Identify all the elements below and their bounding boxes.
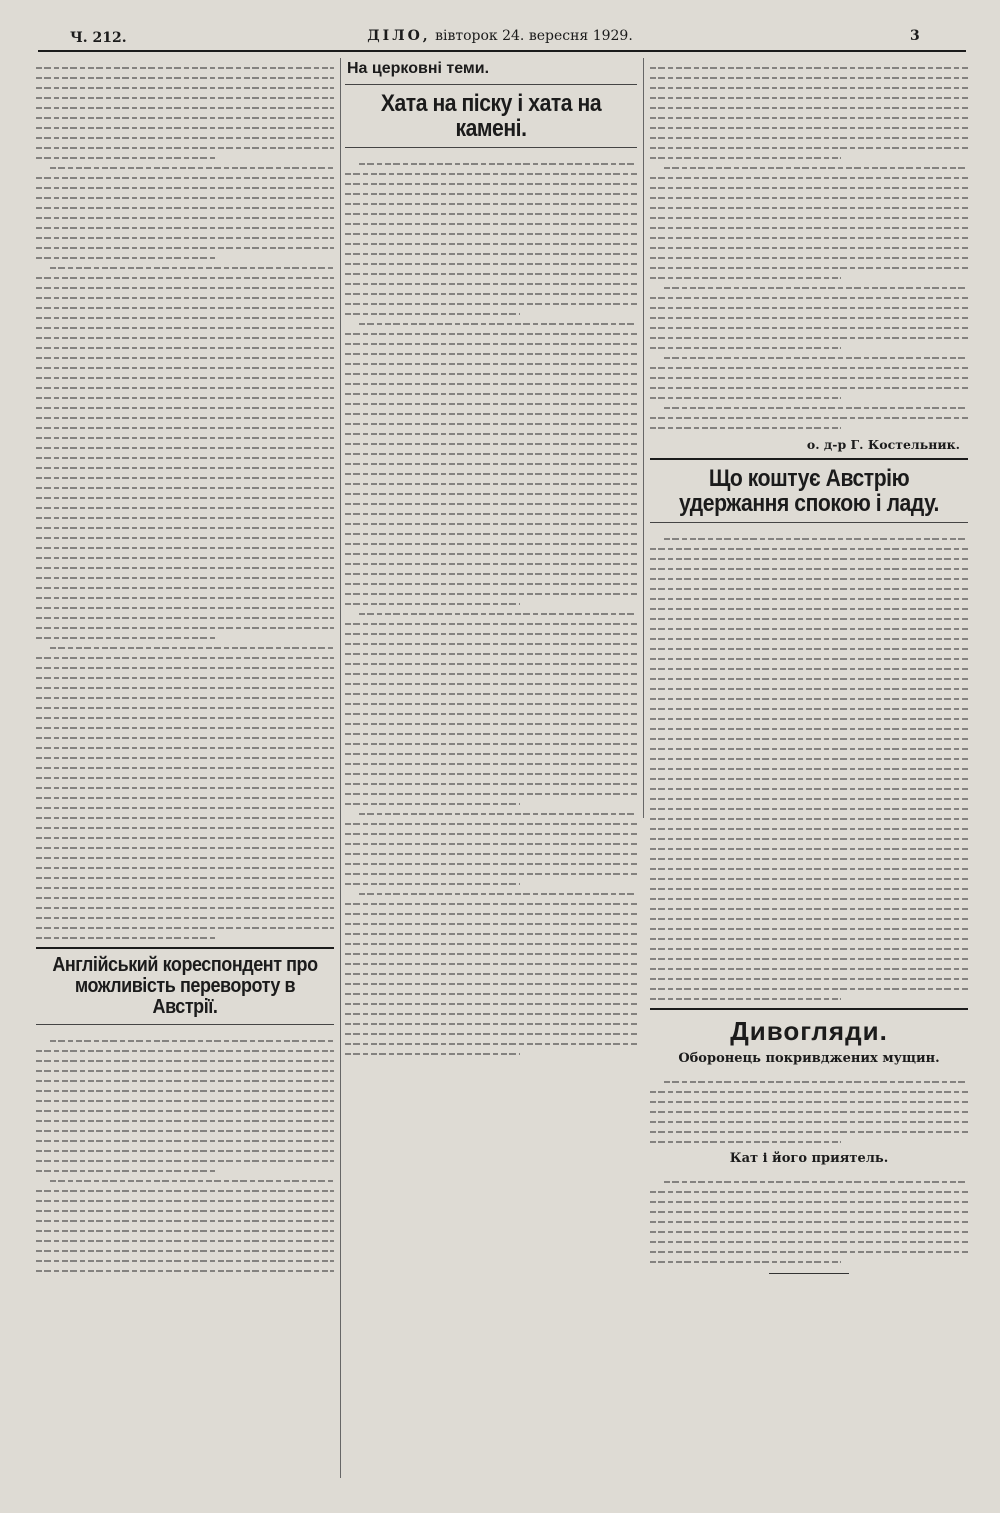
section-rule	[650, 458, 968, 460]
issue-date: вівторок 24. вересня 1929.	[435, 28, 633, 44]
rubric-rule	[345, 84, 637, 85]
headline-austria-correspondent: Англійський кореспондент про можливість перевороту в Австрії.	[52, 954, 318, 1018]
masthead-title	[0, 28, 1000, 44]
austria-cost-body	[650, 529, 968, 1000]
austria-correspondent-body	[36, 1031, 334, 1272]
end-rule	[769, 1273, 849, 1274]
headline-house-on-sand: Хата на піску і хата на камені.	[380, 90, 602, 143]
headline-rule	[345, 147, 637, 148]
column-middle	[345, 58, 637, 1508]
paper-name: ДІЛО,	[367, 28, 431, 44]
article-signature: о. д-р Г. Костельник.	[806, 437, 960, 452]
defender-of-men-body	[650, 1072, 968, 1143]
caucasus-article-body	[36, 58, 334, 939]
subhead-executioner-friend: Кат і його приятель.	[729, 1151, 889, 1167]
column-left	[36, 58, 334, 1508]
column-divider	[340, 58, 341, 1478]
section-rule	[36, 947, 334, 949]
page-number: 3	[910, 28, 920, 44]
headline-austria-cost: Що коштує Австрію удержання спокою і ладу.	[679, 465, 939, 518]
column-right	[650, 58, 968, 1508]
headline-rule	[36, 1024, 334, 1025]
column-divider	[643, 58, 644, 818]
section-rule	[650, 1008, 968, 1010]
rubric-church-topics: На церковні теми.	[347, 60, 490, 77]
masthead-rule	[38, 50, 966, 52]
church-article-continuation	[650, 58, 968, 429]
issue-number: Ч. 212.	[70, 30, 127, 46]
house-on-sand-body	[345, 154, 637, 1055]
section-title-divohlyady: Дивогляди.	[730, 1016, 888, 1047]
subhead-defender-of-men: Оборонець покривджених мущин.	[678, 1051, 940, 1067]
headline-rule	[650, 522, 968, 523]
masthead	[0, 0, 1000, 48]
executioner-friend-body	[650, 1172, 968, 1263]
